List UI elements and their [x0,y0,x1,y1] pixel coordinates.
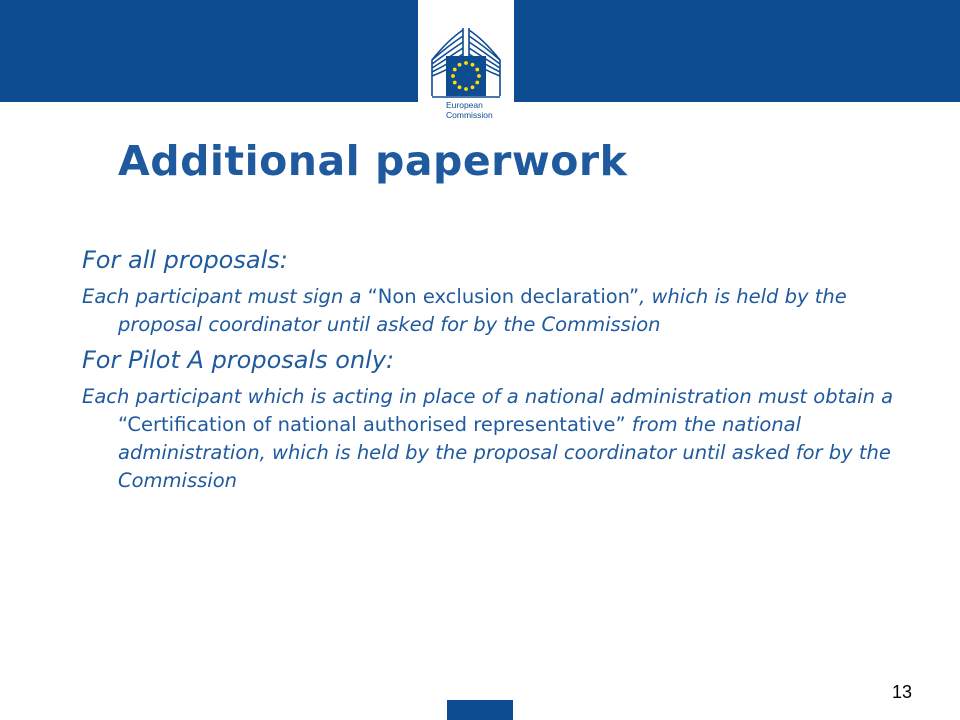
slide-content [82,245,902,501]
eu-star-icon [475,68,479,72]
logo-text-line2: Commission [446,110,493,120]
eu-star-icon [471,63,475,67]
quoted-document-name: “Non exclusion declaration” [367,285,640,308]
body-text: from the national administration, which is held by the proposal coordinator until asked for by the Commission [118,413,891,492]
eu-star-icon [471,85,475,89]
eu-star-icon [464,87,468,91]
eu-star-icon [458,85,462,89]
slide-title: Additional paperwork [118,137,628,185]
logo-text-line1: European [446,100,483,110]
section-heading-all-proposals: For all proposals: [82,246,288,274]
eu-star-icon [453,81,457,85]
section-body-pilot-a [82,383,902,495]
eu-star-icon [477,74,481,78]
section-body-all-proposals [82,283,902,339]
european-commission-logo [418,0,514,132]
logo-text [446,100,493,120]
eu-star-icon [475,81,479,85]
eu-star-icon [464,61,468,65]
footer-flag-block [447,700,513,720]
body-text: Each participant must sign a [82,285,368,308]
eu-star-icon [453,68,457,72]
section-heading-pilot-a: For Pilot A proposals only: [82,346,395,374]
body-text: , which is held by the proposal coordinator until asked for by the Commission [118,285,847,336]
eu-star-icon [451,74,455,78]
quoted-document-name: “Certification of national authorised representative” [118,413,626,436]
body-text: Each participant which is acting in place of a national administration must obtain a [82,385,894,408]
slide-number: 13 [891,682,912,702]
eu-star-icon [458,63,462,67]
